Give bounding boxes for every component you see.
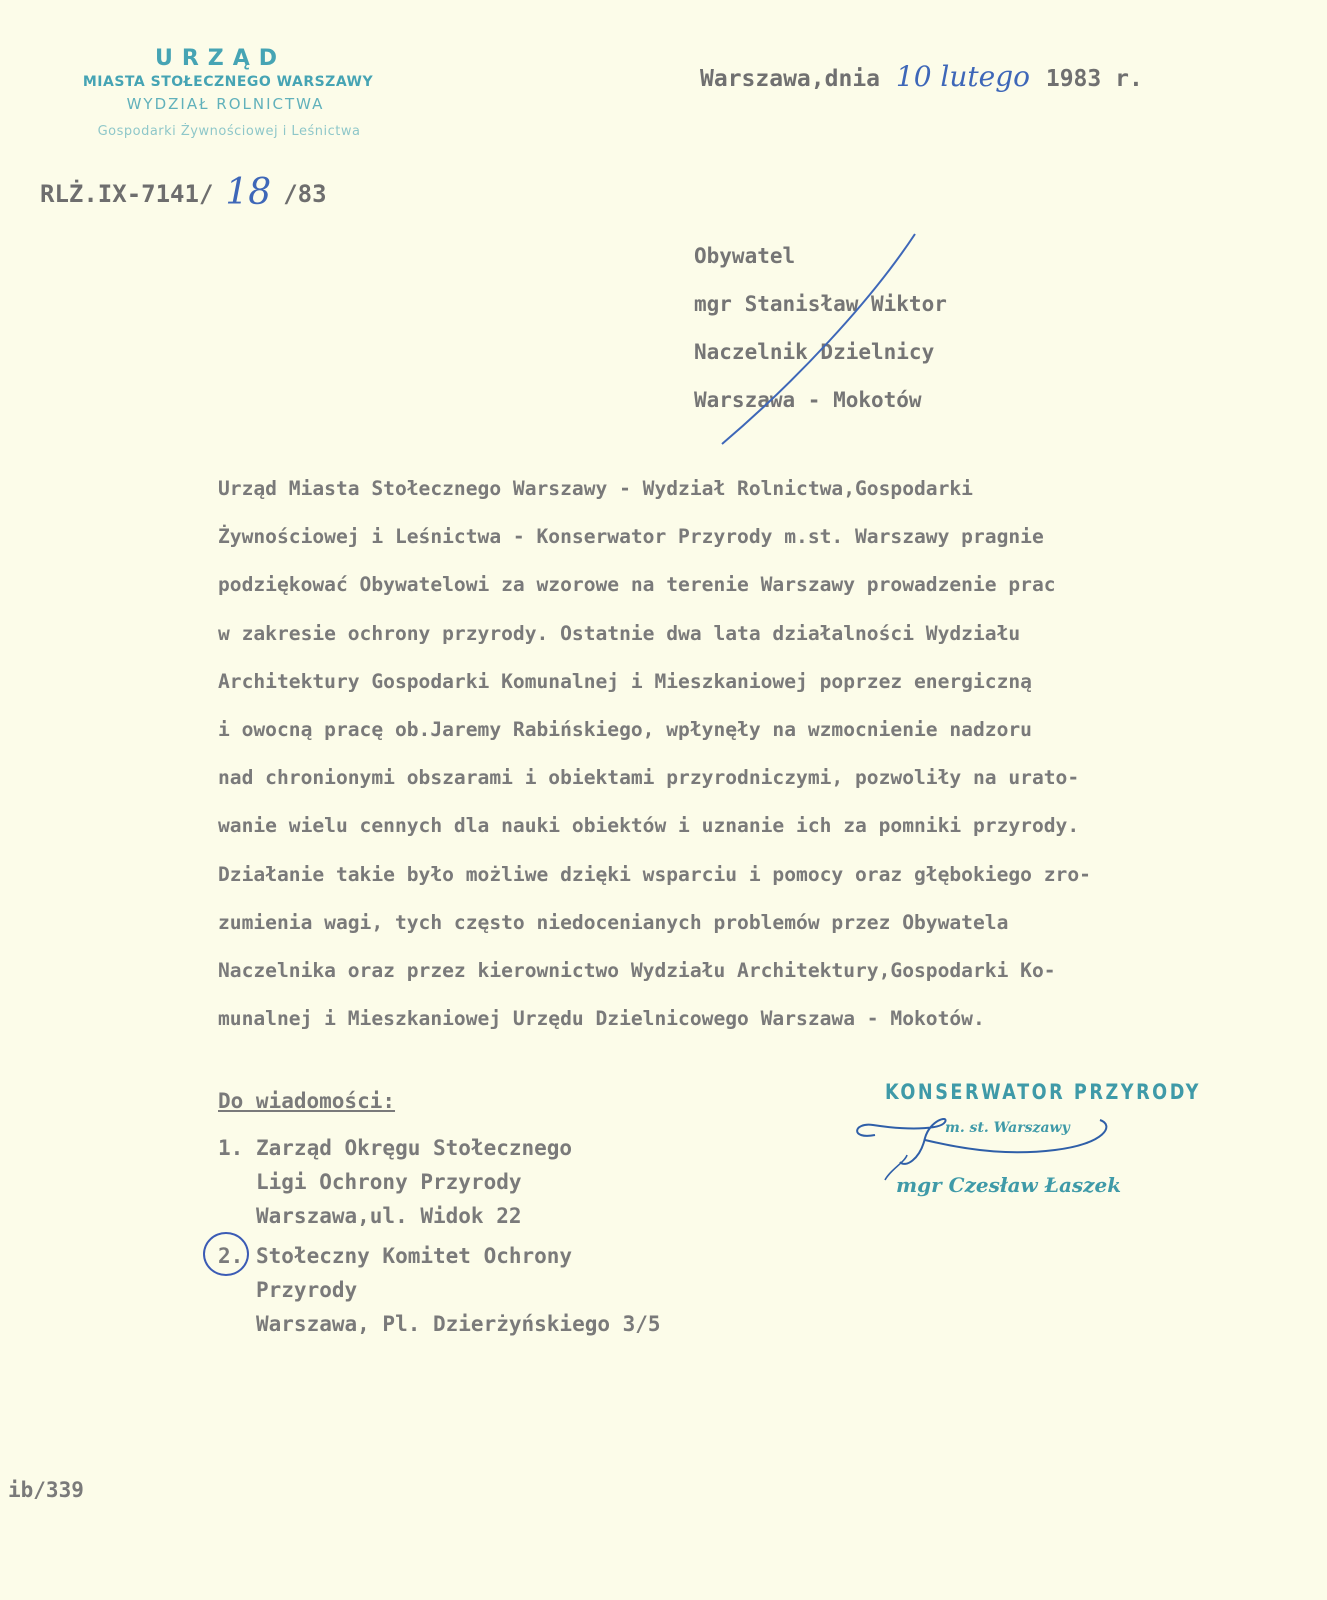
cc-item [218, 1131, 661, 1233]
signature-stamp-city: m. st. Warszawy [945, 1120, 1070, 1136]
reference-suffix: /83 [283, 180, 327, 208]
reference-prefix: RLŻ.IX-7141/ [40, 180, 214, 208]
reference-handwritten-number: 18 [225, 172, 272, 213]
handwritten-signature [845, 1100, 1145, 1190]
body-line: Żywnościowej i Leśnictwa - Konserwator Przyrody m.st. Warszawy pragnie [218, 525, 1044, 549]
cc-heading: Do wiadomości: [218, 1089, 396, 1113]
body-line: nad chronionymi obszarami i obiektami przyrodniczymi, pozwoliły na urato- [218, 766, 1080, 790]
stamp-department-line: WYDZIAŁ ROLNICTWA [126, 95, 325, 113]
body-line: Architektury Gospodarki Komunalnej i Mieszkaniowej poprzez energiczną [218, 669, 1032, 693]
cc-item-number: 2. [218, 1244, 244, 1268]
body-line: Naczelnika oraz przez kierownictwo Wydziału Architektury,Gospodarki Ko- [218, 959, 1056, 983]
body-line: wanie wielu cennych dla nauki obiektów i uznanie ich za pomniki przyrody. [218, 814, 1080, 838]
dateline-prefix: Warszawa,dnia [700, 66, 881, 92]
body-line: w zakresie ochrony przyrody. Ostatnie dwa lata działalności Wydziału [218, 621, 1021, 645]
cc-item-line: Zarząd Okręgu Stołecznego [256, 1136, 573, 1160]
body-line: i owocną pracę ob.Jaremy Rabińskiego, wpłynęły na wzmocnienie nadzoru [218, 718, 1032, 742]
cc-item [218, 1239, 661, 1341]
dateline [700, 60, 1143, 93]
dateline-handwritten-date: 10 lutego [895, 60, 1030, 93]
reference-number [40, 170, 327, 211]
dateline-year: 1983 r. [1045, 66, 1143, 92]
body-line: munalnej i Mieszkaniowej Urzędu Dzielnicowego Warszawa - Mokotów. [218, 1007, 985, 1031]
signature-stamp-title: KONSERWATOR PRZYRODY [885, 1080, 1201, 1104]
addressee-title: Obywatel [694, 244, 796, 268]
letter-body [218, 465, 1298, 1043]
stamp-office-heading: URZĄD [155, 46, 287, 71]
footer-code: ib/339 [8, 1478, 84, 1502]
pen-slash-mark [700, 232, 930, 447]
cc-list [218, 1085, 661, 1347]
cc-item-number: 1. [218, 1136, 244, 1160]
pen-circle-mark [203, 1232, 249, 1276]
body-line: zumienia wagi, tych często niedocenianych problemów przez Obywatela [218, 910, 1009, 934]
cc-item-line: Przyrody [256, 1278, 358, 1302]
stamp-city-line: MIASTA STOŁECZNEGO WARSZAWY [82, 74, 374, 90]
body-line: Działanie takie było możliwe dzięki wsparciu i pomocy oraz głębokiego zro- [218, 862, 1091, 886]
addressee-position: Naczelnik Dzielnicy [694, 340, 935, 364]
body-line: podziękować Obywatelowi za wzorowe na terenie Warszawy prowadzenie prac [218, 573, 1056, 597]
cc-item-line: Stołeczny Komitet Ochrony [256, 1244, 573, 1268]
body-line: Urząd Miasta Stołecznego Warszawy - Wydział Rolnictwa,Gospodarki [218, 477, 973, 500]
cc-item-line: Warszawa, Pl. Dzierżyńskiego 3/5 [256, 1312, 661, 1336]
signature-stamp-name: mgr Czesław Łaszek [896, 1173, 1122, 1197]
cc-item-line: Ligi Ochrony Przyrody [256, 1170, 522, 1194]
addressee-district: Warszawa - Mokotów [694, 388, 922, 412]
stamp-subdepartment-line: Gospodarki Żywnościowej i Leśnictwa [97, 124, 361, 139]
cc-item-line: Warszawa,ul. Widok 22 [256, 1204, 522, 1228]
addressee-name: mgr Stanisław Wiktor [694, 292, 947, 316]
